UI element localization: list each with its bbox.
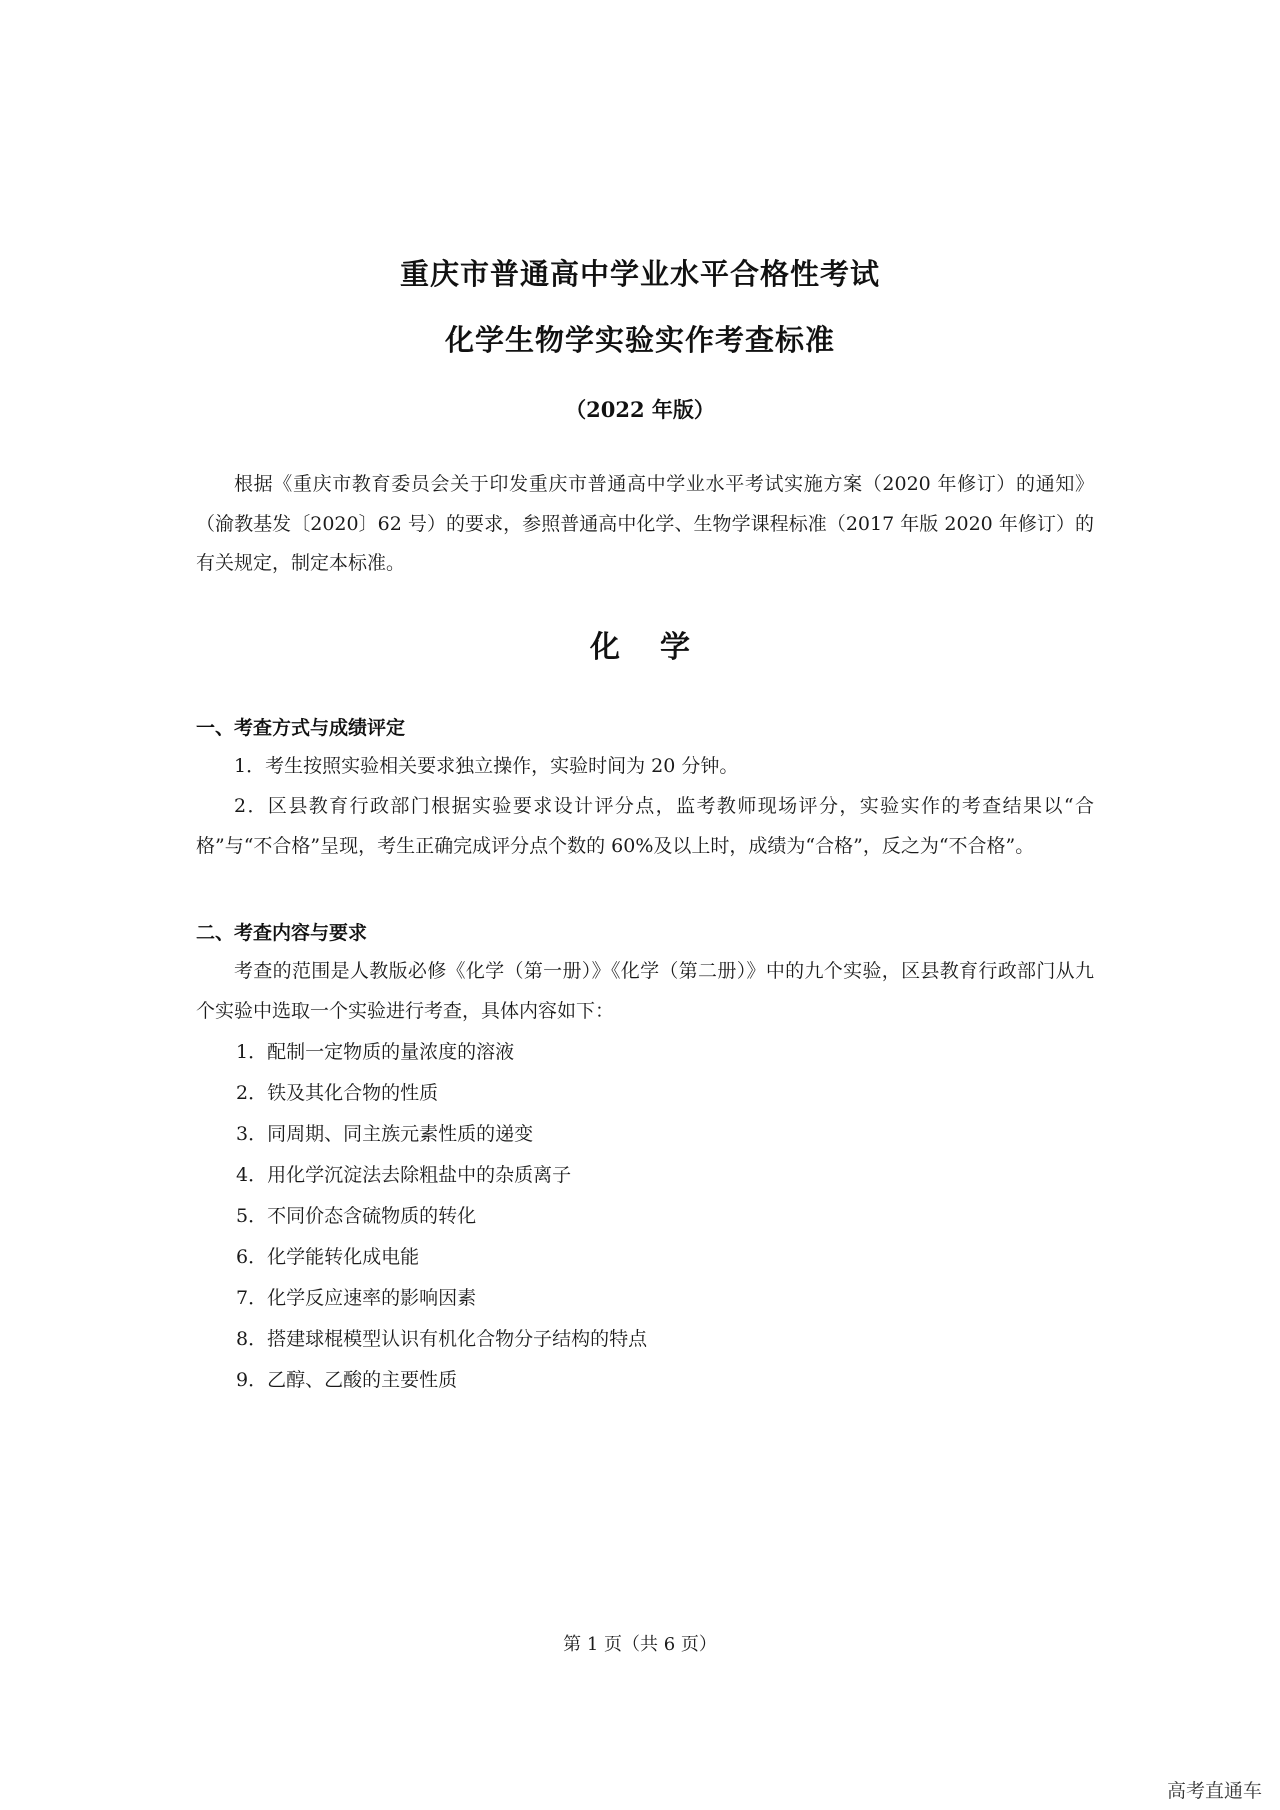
document-title-line1: 重庆市普通高中学业水平合格性考试 xyxy=(399,257,880,291)
list-item: 3．同周期、同主族元素性质的递变 xyxy=(236,1123,534,1145)
assessment-item-1: 1．考生按照实验相关要求独立操作，实验时间为 20 分钟。 xyxy=(234,755,739,777)
subject-heading: 化学 xyxy=(590,630,730,665)
list-item: 4．用化学沉淀法去除粗盐中的杂质离子 xyxy=(236,1164,572,1186)
document-title-line2: 化学生物学实验实作考查标准 xyxy=(444,323,835,357)
list-item: 5．不同价态含硫物质的转化 xyxy=(236,1205,477,1227)
section-heading-content: 二、考查内容与要求 xyxy=(196,922,368,944)
list-item: 6．化学能转化成电能 xyxy=(236,1246,420,1268)
list-item: 2．铁及其化合物的性质 xyxy=(236,1082,439,1104)
watermark-text: 高考直通车 xyxy=(1166,1780,1262,1802)
list-item: 1．配制一定物质的量浓度的溶液 xyxy=(236,1041,515,1063)
edition-label: （2022 年版） xyxy=(565,397,715,422)
list-item: 8．搭建球棍模型认识有机化合物分子结构的特点 xyxy=(236,1328,648,1350)
section-heading-assessment: 一、考查方式与成绩评定 xyxy=(196,717,406,739)
list-item: 9．乙醇、乙酸的主要性质 xyxy=(236,1369,458,1391)
experiment-list xyxy=(236,1032,647,1401)
assessment-item-2: 2．区县教育行政部门根据实验要求设计评分点，监考教师现场评分，实验实作的考查结果以“合格”与“不合格”呈现，考生正确完成评分点个数的 60%及以上时，成绩为“合格”，反之为“不合格”。 xyxy=(196,795,1094,857)
intro-paragraph: 根据《重庆市教育委员会关于印发重庆市普通高中学业水平考试实施方案（2020 年修订）的通知》（渝教基发〔2020〕62 号）的要求，参照普通高中化学、生物学课程标准（2017 年版 2020 年修订）的有关规定，制定本标准。 xyxy=(196,473,1094,574)
page-footer: 第 1 页（共 6 页） xyxy=(563,1634,717,1655)
list-item: 7．化学反应速率的影响因素 xyxy=(236,1287,477,1309)
content-intro-paragraph: 考查的范围是人教版必修《化学（第一册）》《化学（第二册）》中的九个实验，区县教育行政部门从九个实验中选取一个实验进行考查，具体内容如下： xyxy=(196,960,1094,1022)
